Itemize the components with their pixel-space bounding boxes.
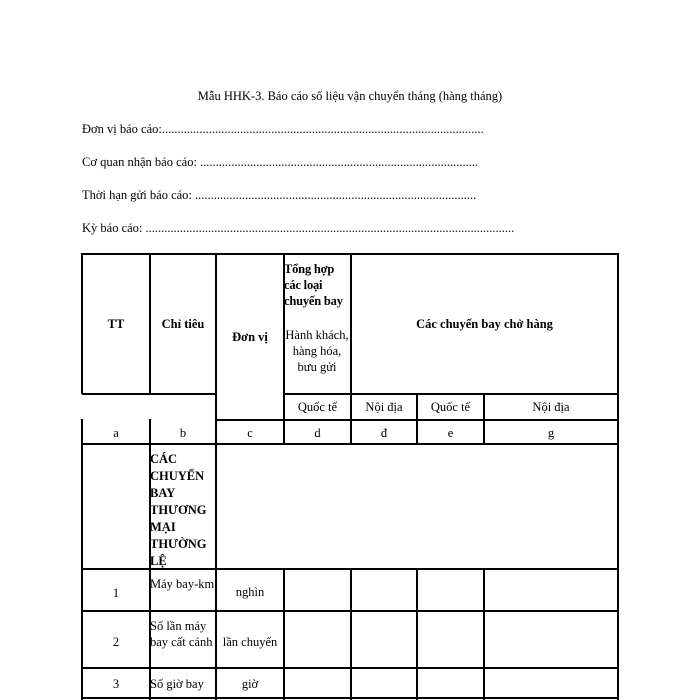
table-row-tt: 1 <box>112 586 120 600</box>
column-divider <box>283 568 285 700</box>
table-row-indicator: Số lần máy bay cất cánh <box>150 619 213 649</box>
table-row-unit: nghìn <box>235 585 265 599</box>
table-row-unit: lần chuyến <box>222 635 278 649</box>
table-row-tt: 3 <box>112 677 120 691</box>
col-letter-e: e <box>447 426 454 440</box>
table-border-right <box>617 253 619 700</box>
column-divider <box>483 568 485 700</box>
deadline-field: Thời hạn gửi báo cáo: .......................................................................................... <box>82 188 477 202</box>
header-domestic-1: Nội địa <box>365 400 403 414</box>
table-row-indicator: Máy bay-km <box>150 577 215 591</box>
column-divider <box>350 568 352 700</box>
header-international-1: Quốc tế <box>297 400 338 414</box>
form-title: Mẫu HHK-3. Báo cáo số liệu vận chuyển tháng (hàng tháng) <box>197 89 503 103</box>
receiving-agency-field: Cơ quan nhận báo cáo: ......................................................................................... <box>82 155 479 169</box>
header-cargo-flights: Các chuyến bay chở hàng <box>416 317 553 331</box>
header-domestic-2: Nội địa <box>532 400 570 414</box>
header-international-2: Quốc tế <box>430 400 471 414</box>
table-row-tt: 2 <box>112 635 120 649</box>
reporting-unit-field: Đơn vị báo cáo:....................................................................................................... <box>82 122 484 136</box>
header-summary-title: Tổng hợp các loại chuyến bay <box>284 262 343 308</box>
report-period-field: Kỳ báo cáo: ...................................................................................................................... <box>82 221 515 235</box>
header-tt: TT <box>107 317 125 331</box>
table-row-unit: giờ <box>241 677 259 691</box>
column-divider <box>416 568 418 700</box>
col-letter-g: g <box>547 426 555 440</box>
header-indicator: Chỉ tiêu <box>161 317 205 331</box>
table-row-indicator: Số giờ bay <box>150 677 204 691</box>
col-letter-a: a <box>113 426 119 440</box>
col-letter-d: d <box>314 426 321 440</box>
header-summary-subtitle: Hành khách, hàng hóa, bưu gửi <box>285 328 349 374</box>
col-letter-b: b <box>179 426 187 440</box>
col-letter-dd: đ <box>380 426 388 440</box>
table-border-left <box>81 419 83 700</box>
col-letter-c: c <box>247 426 253 440</box>
section-scheduled-commercial-flights: CÁC CHUYẾN BAY THƯƠNG MẠI THƯỜNG LỆ <box>150 452 207 568</box>
header-unit: Đơn vị <box>232 330 268 344</box>
